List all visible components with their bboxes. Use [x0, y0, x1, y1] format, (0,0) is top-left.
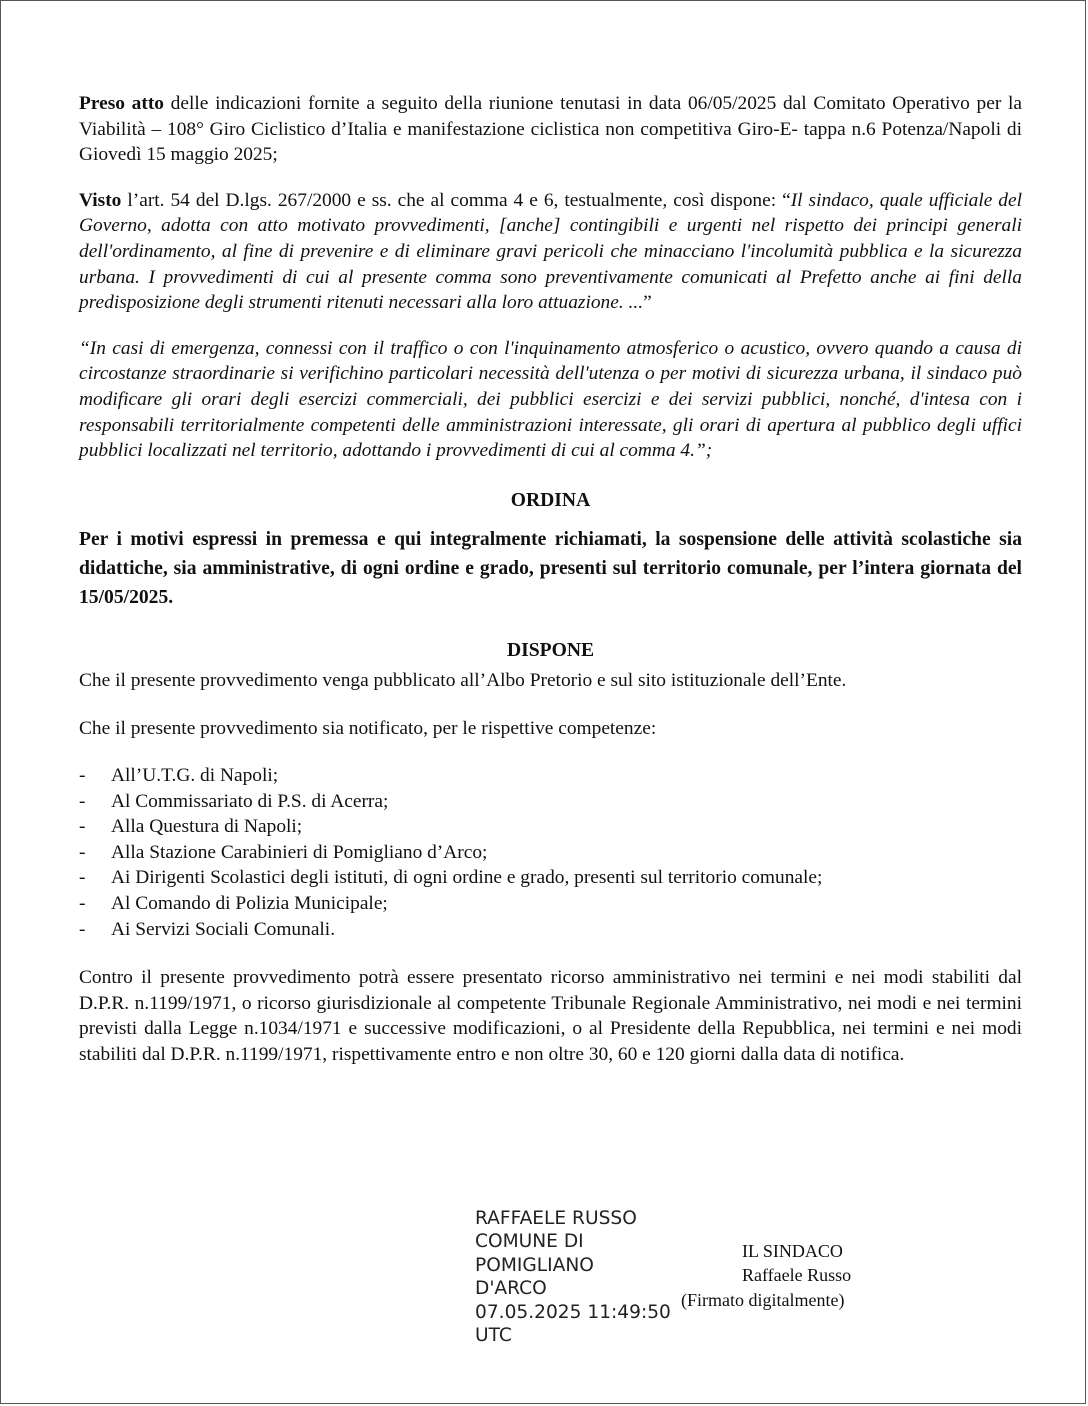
- stamp-line: POMIGLIANO: [475, 1254, 594, 1276]
- recipients-list: [79, 763, 1022, 942]
- signature-block: [681, 1239, 881, 1312]
- visto-quote-close: ”: [643, 292, 652, 314]
- dispone-heading: DISPONE: [506, 640, 595, 662]
- preso-atto-text: delle indicazioni fornite a seguito della riunione tenutasi in data 06/05/2025 dal Comitato Operativo per la Viabilità – 108° Giro Ciclistico d’Italia e manifestazione ciclistica non competitiva Giro-E- tappa n.6 Potenza/Napoli di Giovedì 15 maggio 2025;: [79, 93, 1022, 166]
- visto-paragraph: [79, 188, 1022, 316]
- list-item: - Al Comando di Polizia Municipale;: [79, 893, 388, 915]
- stamp-line: COMUNE DI: [475, 1231, 584, 1253]
- digital-signature-stamp: [475, 1207, 685, 1347]
- list-item: - Ai Dirigenti Scolastici degli istituti, di ogni ordine e grado, presenti sul territorio comunale;: [79, 867, 823, 889]
- ordina-heading: ORDINA: [510, 489, 591, 511]
- list-item: - All’U.T.G. di Napoli;: [79, 765, 279, 787]
- document-body: [79, 91, 1022, 1068]
- dispone-publication: Che il presente provvedimento venga pubblicato all’Albo Pretorio e sul sito istituzionale dell’Ente.: [79, 669, 847, 691]
- signature-name: Raffaele Russo: [742, 1265, 852, 1286]
- list-item: - Alla Questura di Napoli;: [79, 816, 303, 838]
- preso-atto-lead: Preso atto: [79, 93, 164, 114]
- preso-atto-paragraph: [79, 91, 1022, 168]
- list-item: - Alla Stazione Carabinieri di Pomigliano d’Arco;: [79, 841, 488, 863]
- signature-note: (Firmato digitalmente): [681, 1289, 845, 1310]
- visto-lead: Visto: [79, 189, 122, 211]
- stamp-line: 07.05.2025 11:49:50: [475, 1301, 671, 1323]
- stamp-line: D'ARCO: [475, 1278, 547, 1300]
- signature-title: IL SINDACO: [742, 1241, 843, 1261]
- list-item: - Ai Servizi Sociali Comunali.: [79, 918, 336, 940]
- visto-quote: Il sindaco, quale ufficiale del Governo, adotta con atto motivato provvedimenti, [anche] contingibili e urgenti nel rispetto dei principi generali dell'ordinamento, al fine di prevenire e di eliminare gravi pericoli che minacciano l'incolumità pubblica e la sicurezza urbana. I provvedimenti di cui al presente comma sono preventivamente comunicati al Prefetto anche ai fini della predisposizione degli strumenti ritenuti necessari alla loro attuazione. ...: [79, 189, 1022, 314]
- visto-text: l’art. 54 del D.lgs. 267/2000 e ss. che al comma 4 e 6, testualmente, così dispone: “: [121, 189, 791, 211]
- ordina-text: Per i motivi espressi in premessa e qui integralmente richiamati, la sospensione delle attività scolastiche sia didattiche, sia amministrative, di ogni ordine e grado, presenti sul territorio comunale, per l’intera giornata del 15/05/2025.: [79, 529, 1022, 609]
- stamp-line: RAFFAELE RUSSO: [475, 1208, 637, 1229]
- dispone-notification: Che il presente provvedimento sia notificato, per le rispettive competenze:: [79, 717, 657, 739]
- ricorso-paragraph: Contro il presente provvedimento potrà essere presentato ricorso amministrativo nei termini e nei modi stabiliti dal D.P.R. n.1199/1971, o ricorso giurisdizionale al competente Tribunale Regionale Amministrativo, nei modi e nei termini previsti dalla Legge n.1034/1971 e successive modificazioni, o al Presidente della Repubblica, nei termini e nei modi stabiliti dal D.P.R. n.1199/1971, rispettivamente entro e non oltre 30, 60 e 120 giorni dalla data di notifica.: [79, 967, 1022, 1066]
- list-item: - Al Commissariato di P.S. di Acerra;: [79, 790, 389, 812]
- comma-6-quote: “In casi di emergenza, connessi con il traffico o con l'inquinamento atmosferico o acustico, ovvero quando a causa di circostanze straordinarie si verifichino particolari necessità dell'utenza o per motivi di sicurezza urbana, il sindaco può modificare gli orari degli esercizi commerciali, dei pubblici esercizi e dei servizi pubblici, nonché, d'intesa con i responsabili territorialmente competenti delle amministrazioni interessate, gli orari di apertura al pubblico degli uffici pubblici localizzati nel territorio, adottando i provvedimenti di cui al comma 4.”;: [79, 337, 1022, 462]
- stamp-line: UTC: [475, 1325, 512, 1347]
